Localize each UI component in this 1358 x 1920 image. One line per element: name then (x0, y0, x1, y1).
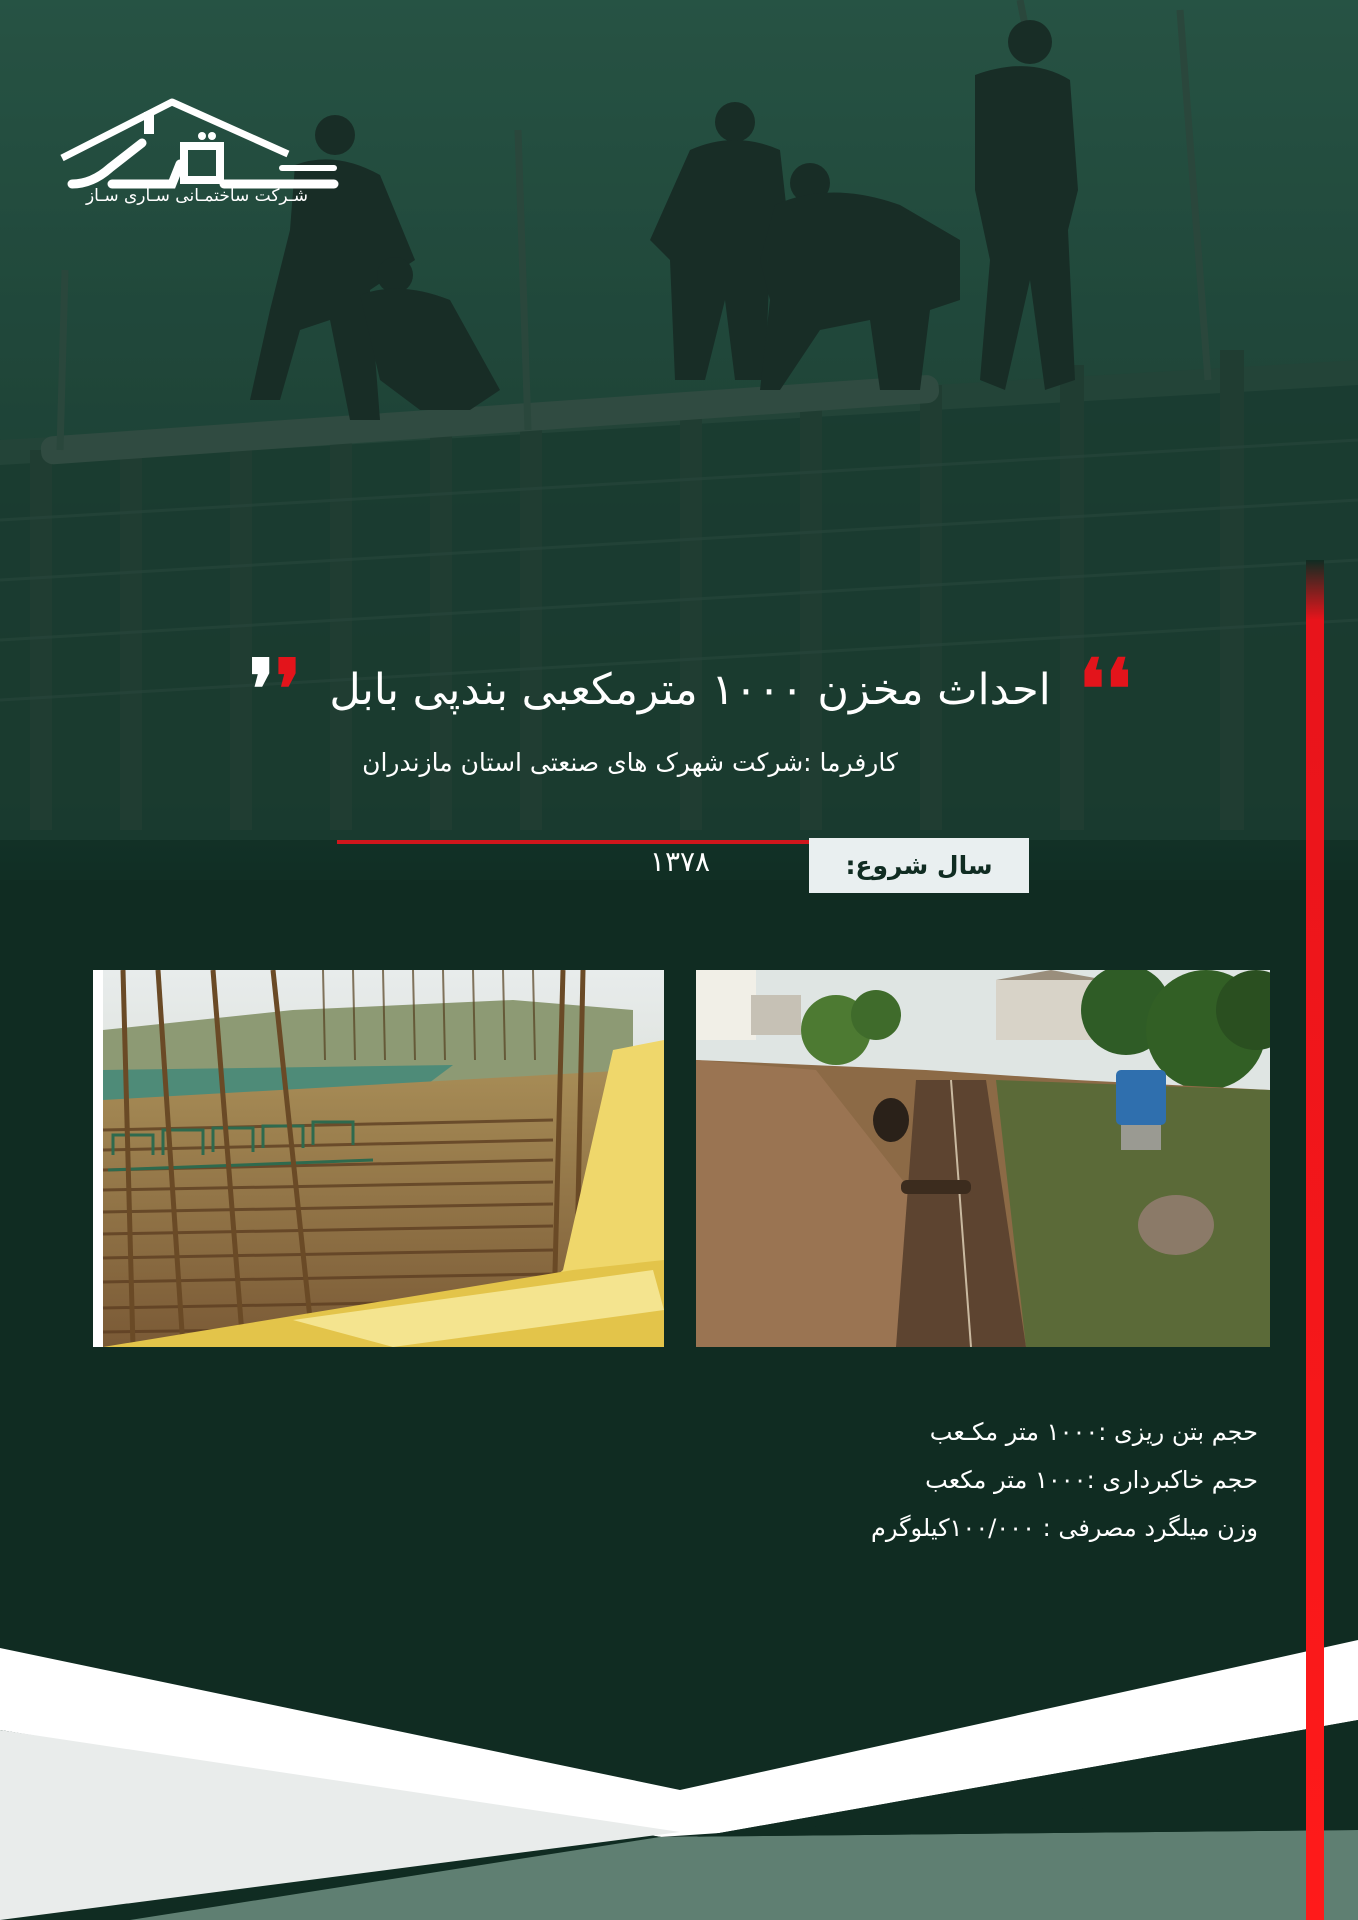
start-year-value: ۱۳۷۸ (649, 845, 711, 878)
page-title: احداث مخزن ۱۰۰۰ مترمکعبی بندپی بابل (329, 665, 1051, 715)
divider-line (337, 840, 810, 844)
company-logo (52, 98, 352, 218)
employer-text: کارفرما :شرکت شهرک های صنعتی استان مازندران (362, 748, 898, 777)
spec-concrete-volume: حجم بتن ریزی :۱۰۰۰ متر مکـعب (929, 1418, 1258, 1446)
red-accent-bar (1306, 560, 1324, 1920)
bottom-decoration (0, 1640, 1358, 1920)
trench-excavation-photo (696, 970, 1270, 1347)
company-tagline: شـرکت ساختمـانی سـاری سـاز (85, 186, 309, 206)
house-roof-logo-icon (52, 98, 342, 198)
title-row (200, 642, 1180, 738)
start-year-label: سال شروع: (845, 851, 993, 880)
open-quote-icon: ❛ ❛ (1078, 642, 1132, 738)
start-year-label-box (809, 838, 1029, 893)
project-specs (558, 1408, 1258, 1552)
rebar-grid-photo (93, 970, 664, 1347)
spec-excavation-volume: حجم خاکبرداری :۱۰۰۰ متر مکعب (925, 1466, 1258, 1494)
close-quote-icon: ❜ ❜ (248, 642, 302, 738)
spec-rebar-weight: وزن میلگرد مصرفی : ۱۰۰/۰۰۰کیلوگرم (870, 1514, 1258, 1542)
